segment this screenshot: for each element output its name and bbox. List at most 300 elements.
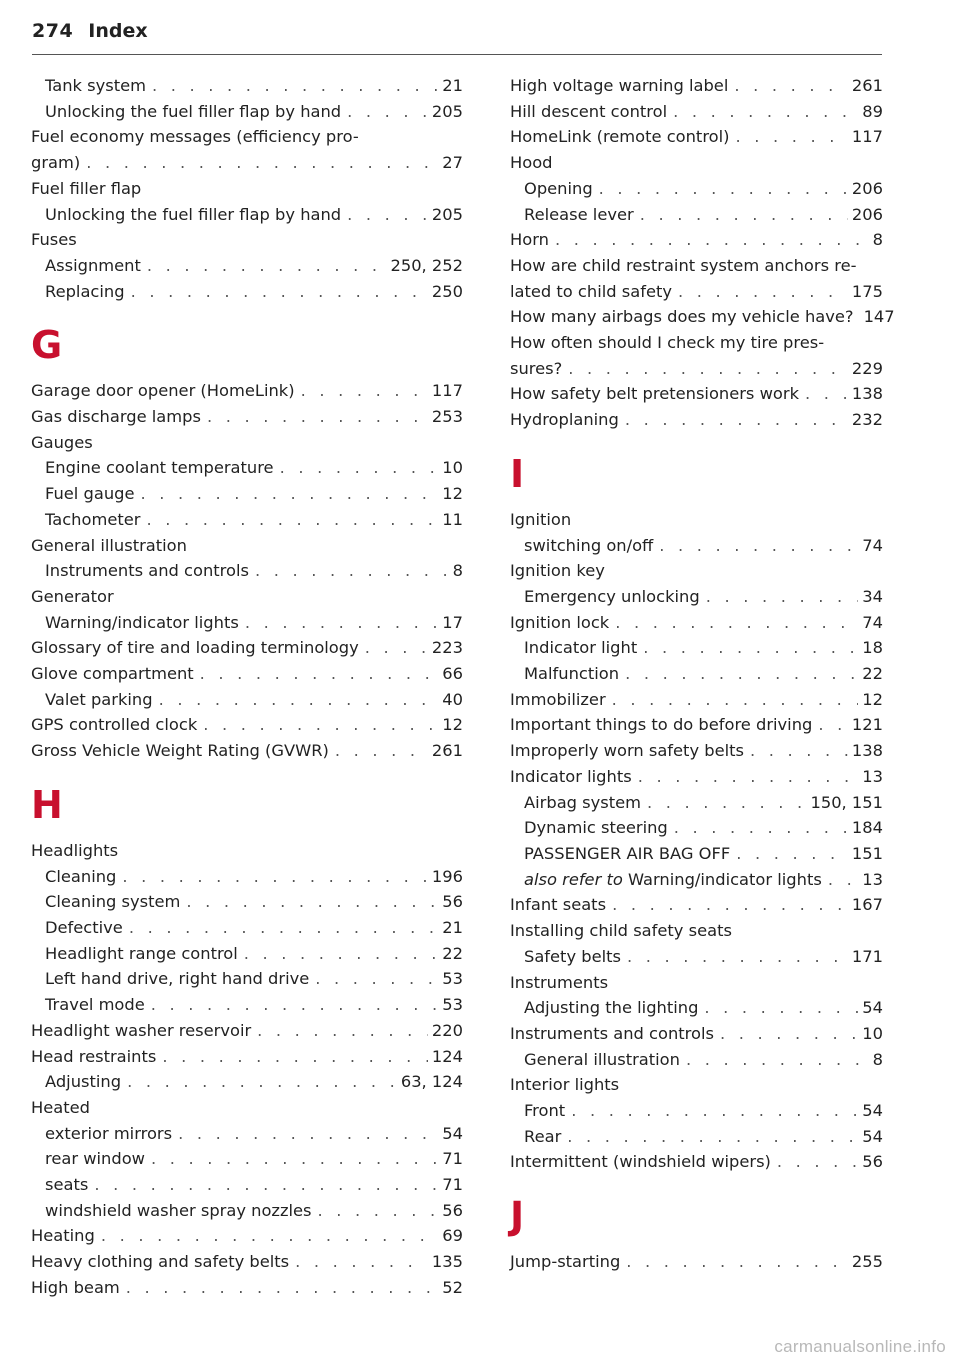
index-entry — [510, 99, 883, 125]
index-entry — [31, 533, 463, 559]
page-reference: 71 — [442, 1149, 463, 1169]
index-entry — [510, 738, 883, 764]
index-subentry — [510, 841, 883, 867]
page-reference: 147 — [863, 307, 895, 327]
index-subentry — [31, 481, 463, 507]
index-subentry — [510, 867, 883, 893]
entry-label: Emergency unlocking — [524, 586, 700, 606]
dot-leader — [673, 99, 858, 125]
index-entry — [510, 227, 883, 253]
entry-label: Indicator light — [524, 638, 638, 658]
dot-leader — [295, 1249, 428, 1275]
dot-leader — [131, 279, 428, 305]
entry-label: Rear — [524, 1126, 562, 1146]
page-reference: 40 — [442, 689, 463, 709]
dot-leader — [647, 790, 806, 816]
section-letter: I — [510, 451, 525, 496]
section-letter: G — [31, 323, 63, 368]
page-reference: 56 — [862, 1152, 883, 1172]
index-entry — [31, 404, 463, 430]
index-entry — [31, 150, 463, 176]
page-reference: 135 — [431, 1252, 463, 1272]
page-reference: 12 — [442, 715, 463, 735]
page-reference: 261 — [851, 76, 883, 95]
dot-leader — [146, 507, 438, 533]
entry-label: exterior mirrors — [45, 1123, 173, 1143]
index-subentry — [510, 1098, 883, 1124]
page-reference: 171 — [851, 946, 883, 966]
entry-label: Unlocking the fuel filler flap by hand — [45, 204, 342, 224]
page-reference: 56 — [442, 1200, 463, 1220]
entry-label: Headlight range control — [45, 943, 238, 963]
entry-label: Gross Vehicle Weight Rating (GVWR) — [31, 741, 329, 761]
index-entry — [31, 738, 463, 764]
page-reference: 17 — [442, 612, 463, 632]
page-reference: 151 — [851, 843, 883, 863]
page-reference: 53 — [442, 969, 463, 989]
dot-leader — [777, 1149, 858, 1175]
dot-leader — [94, 1172, 438, 1198]
entry-label: Instruments — [510, 972, 609, 992]
dot-leader — [255, 558, 449, 584]
page-reference: 13 — [862, 766, 883, 786]
page-reference: 206 — [851, 178, 883, 198]
index-entry — [31, 176, 463, 202]
index-entry — [31, 227, 463, 253]
index-entry — [510, 507, 883, 533]
index-subentry — [31, 1146, 463, 1172]
page-reference: 69 — [442, 1226, 463, 1246]
index-subentry — [510, 661, 883, 687]
index-entry — [510, 1149, 883, 1175]
entry-label: Adjusting the lighting — [524, 998, 699, 1018]
page-reference: 12 — [862, 689, 883, 709]
index-entry — [510, 253, 883, 279]
page-reference: 205 — [431, 101, 463, 121]
page-reference: 261 — [431, 741, 463, 761]
page-reference: 117 — [431, 381, 463, 401]
page-reference: 22 — [862, 664, 883, 684]
page-reference: 22 — [442, 943, 463, 963]
entry-label: How safety belt pretensioners work — [510, 384, 799, 404]
page-reference: 121 — [851, 715, 883, 735]
section-letter: J — [510, 1194, 525, 1239]
index-entry — [31, 124, 463, 150]
page-header — [32, 20, 882, 55]
page-reference: 255 — [851, 1252, 883, 1272]
dot-leader — [736, 841, 848, 867]
dot-leader — [151, 992, 439, 1018]
page-reference: 63, 124 — [400, 1072, 463, 1092]
index-subentry — [31, 253, 463, 279]
index-subentry — [510, 584, 883, 610]
entry-label: Intermittent (windshield wipers) — [510, 1152, 771, 1172]
dot-leader — [257, 1018, 428, 1044]
index-entry — [510, 150, 883, 176]
index-subentry — [510, 1124, 883, 1150]
index-entry — [510, 712, 883, 738]
entry-label: Glove compartment — [31, 664, 194, 684]
page-reference: 167 — [851, 895, 883, 915]
entry-label: Generator — [31, 586, 114, 606]
index-entry — [510, 687, 883, 713]
index-entry — [31, 838, 463, 864]
page-reference: 229 — [851, 358, 883, 378]
entry-label: General illustration — [31, 535, 187, 555]
dot-leader — [638, 764, 859, 790]
entry-label: Unlocking the fuel filler flap by hand — [45, 101, 342, 121]
page-reference: 89 — [862, 101, 883, 121]
index-entry — [31, 1223, 463, 1249]
index-entry — [510, 124, 883, 150]
page-reference: 205 — [431, 204, 463, 224]
dot-leader — [678, 279, 848, 305]
dot-leader — [152, 73, 438, 99]
entry-label: Assignment — [45, 255, 141, 275]
dot-leader — [567, 1124, 858, 1150]
page-reference: 124 — [431, 1046, 463, 1066]
dot-leader — [86, 150, 438, 176]
dot-leader — [599, 176, 848, 202]
entry-label: Cleaning — [45, 866, 117, 886]
index-subentry — [31, 455, 463, 481]
entry-label: Heated — [31, 1097, 90, 1117]
page-reference: 150, 151 — [810, 792, 883, 812]
page-reference: 175 — [851, 281, 883, 301]
dot-leader — [615, 610, 858, 636]
index-subentry — [510, 815, 883, 841]
index-subentry — [31, 558, 463, 584]
cross-reference: also refer to — [524, 869, 623, 889]
index-subentry — [31, 1198, 463, 1224]
page-reference: 12 — [442, 484, 463, 504]
entry-label: lated to child safety — [510, 281, 672, 301]
dot-leader — [568, 356, 848, 382]
dot-leader — [750, 738, 848, 764]
page-reference: 184 — [851, 818, 883, 838]
index-subentry — [31, 73, 463, 99]
entry-label: Engine coolant temperature — [45, 458, 274, 478]
dot-leader — [207, 404, 428, 430]
dot-leader — [734, 73, 848, 99]
entry-label: sures? — [510, 358, 563, 378]
index-entry — [31, 712, 463, 738]
index-entry — [510, 407, 883, 433]
page-reference: 250, 252 — [390, 255, 463, 275]
entry-label: Jump-starting — [510, 1252, 621, 1272]
dot-leader — [141, 481, 439, 507]
dot-leader — [280, 455, 439, 481]
entry-label: rear window — [45, 1149, 145, 1169]
index-subentry — [31, 610, 463, 636]
index-entry — [31, 661, 463, 687]
index-subentry — [31, 966, 463, 992]
index-entry — [31, 378, 463, 404]
dot-leader — [347, 99, 428, 125]
page-reference: 138 — [851, 384, 883, 404]
index-subentry — [510, 1047, 883, 1073]
entry-label: Tachometer — [45, 509, 141, 529]
entry-label: Airbag system — [524, 792, 642, 812]
dot-leader — [147, 253, 387, 279]
entry-label: Ignition key — [510, 561, 605, 581]
entry-label: Opening — [524, 178, 593, 198]
dot-leader — [245, 610, 438, 636]
dot-leader — [122, 864, 428, 890]
index-subentry — [31, 864, 463, 890]
dot-leader — [704, 995, 858, 1021]
index-entry — [510, 1249, 883, 1275]
index-subentry — [31, 687, 463, 713]
dot-leader — [818, 712, 848, 738]
dot-leader — [625, 661, 858, 687]
entry-label: Gauges — [31, 432, 93, 452]
page-reference: 10 — [442, 458, 463, 478]
entry-label: Left hand drive, right hand drive — [45, 969, 310, 989]
index-entry — [510, 73, 883, 99]
entry-label: Malfunction — [524, 664, 620, 684]
entry-label: Infant seats — [510, 895, 607, 915]
entry-label: Heating — [31, 1226, 95, 1246]
entry-label: Glossary of tire and loading terminology — [31, 638, 359, 658]
page-reference: 54 — [862, 1101, 883, 1121]
dot-leader — [335, 738, 428, 764]
index-column-left — [31, 73, 463, 1301]
index-entry — [31, 1044, 463, 1070]
page-reference: 196 — [431, 866, 463, 886]
dot-leader — [805, 381, 848, 407]
entry-label: Fuel economy messages (efficiency pro- — [31, 127, 359, 147]
section-letter: H — [31, 782, 63, 827]
page-reference: 54 — [862, 1126, 883, 1146]
entry-label: Horn — [510, 230, 549, 250]
entry-label: Travel mode — [45, 995, 145, 1015]
index-subentry — [31, 99, 463, 125]
entry-label: GPS controlled clock — [31, 715, 198, 735]
entry-label: Hill descent control — [510, 101, 668, 121]
entry-label: Tank system — [45, 76, 147, 95]
index-entry — [510, 892, 883, 918]
page-reference: 18 — [862, 638, 883, 658]
index-entry — [510, 918, 883, 944]
index-entry — [510, 764, 883, 790]
dot-leader — [659, 533, 858, 559]
entry-label: seats — [45, 1175, 89, 1195]
page-reference: 13 — [862, 869, 883, 889]
dot-leader — [127, 1069, 397, 1095]
entry-label: Head restraints — [31, 1046, 157, 1066]
index-subentry — [510, 944, 883, 970]
dot-leader — [244, 941, 438, 967]
page-reference: 74 — [862, 535, 883, 555]
entry-label: Hydroplaning — [510, 410, 619, 430]
index-subentry — [510, 176, 883, 202]
index-entry — [31, 584, 463, 610]
page-reference: 71 — [442, 1175, 463, 1195]
entry-label: Fuel filler flap — [31, 178, 142, 198]
dot-leader — [555, 227, 869, 253]
dot-leader — [828, 867, 858, 893]
entry-label: Front — [524, 1101, 566, 1121]
index-subentry — [31, 915, 463, 941]
page-reference: 56 — [442, 892, 463, 912]
entry-label: How many airbags does my vehicle have? — [510, 307, 854, 327]
dot-leader — [129, 915, 438, 941]
entry-label: HomeLink (remote control) — [510, 127, 730, 147]
dot-leader — [162, 1044, 428, 1070]
index-subentry — [31, 202, 463, 228]
page-title: Index — [88, 20, 148, 42]
entry-label: Ignition — [510, 509, 572, 529]
page-reference: 27 — [442, 153, 463, 173]
entry-label: PASSENGER AIR BAG OFF — [524, 843, 731, 863]
dot-leader — [643, 635, 858, 661]
entry-label — [524, 867, 822, 893]
index-subentry — [510, 533, 883, 559]
dot-leader — [625, 407, 848, 433]
index-subentry — [510, 790, 883, 816]
entry-label: Fuses — [31, 230, 77, 250]
index-entry — [510, 1021, 883, 1047]
entry-label: Interior lights — [510, 1075, 620, 1095]
page-reference: 223 — [431, 638, 463, 658]
entry-label: Installing child safety seats — [510, 921, 732, 941]
entry-label-text: Warning/indicator lights — [627, 869, 822, 889]
dot-leader — [706, 584, 859, 610]
page-reference: 54 — [442, 1123, 463, 1143]
dot-leader — [200, 661, 439, 687]
index-entry — [31, 1095, 463, 1121]
index-subentry — [31, 941, 463, 967]
entry-label: Improperly worn safety belts — [510, 741, 744, 761]
entry-label: Fuel gauge — [45, 484, 135, 504]
dot-leader — [178, 1121, 438, 1147]
watermark: carmanualsonline.info — [774, 1337, 946, 1356]
page-reference: 250 — [431, 281, 463, 301]
entry-label: How often should I check my tire pres- — [510, 333, 825, 353]
dot-leader — [626, 1249, 848, 1275]
index-entry — [510, 330, 883, 356]
entry-label: Ignition lock — [510, 612, 610, 632]
entry-label: switching on/off — [524, 535, 654, 555]
index-entry — [510, 610, 883, 636]
page-reference: 253 — [431, 407, 463, 427]
page-reference: 8 — [872, 1049, 883, 1069]
page-number: 274 — [32, 20, 74, 42]
index-subentry — [31, 992, 463, 1018]
index-entry — [510, 970, 883, 996]
page-reference: 34 — [862, 586, 883, 606]
dot-leader — [101, 1223, 438, 1249]
entry-label: Dynamic steering — [524, 818, 668, 838]
entry-label: Adjusting — [45, 1072, 122, 1092]
page-reference: 53 — [442, 995, 463, 1015]
index-entry — [510, 279, 883, 305]
entry-label: Safety belts — [524, 946, 621, 966]
dot-leader — [365, 635, 428, 661]
entry-label: Headlight washer reservoir — [31, 1020, 252, 1040]
index-column-right — [510, 73, 895, 1275]
entry-label: Headlights — [31, 840, 119, 860]
entry-label: Important things to do before driving — [510, 715, 813, 735]
index-entry — [510, 304, 895, 330]
index-subentry — [31, 889, 463, 915]
page-reference: 206 — [851, 204, 883, 224]
dot-leader — [301, 378, 428, 404]
dot-leader — [203, 712, 438, 738]
page-reference: 10 — [862, 1023, 883, 1043]
dot-leader — [186, 889, 438, 915]
entry-label: Hood — [510, 153, 553, 173]
dot-leader — [159, 687, 439, 713]
dot-leader — [686, 1047, 869, 1073]
index-entry — [510, 381, 883, 407]
entry-label: Indicator lights — [510, 766, 632, 786]
dot-leader — [736, 124, 848, 150]
entry-label: Warning/indicator lights — [45, 612, 239, 632]
page-reference: 74 — [862, 612, 883, 632]
entry-label: Garage door opener (HomeLink) — [31, 381, 295, 401]
index-subentry — [510, 635, 883, 661]
dot-leader — [571, 1098, 858, 1124]
index-subentry — [31, 507, 463, 533]
index-entry — [31, 1249, 463, 1275]
dot-leader — [126, 1275, 438, 1301]
page-reference: 11 — [442, 509, 463, 529]
index-entry — [31, 1275, 463, 1301]
index-entry — [31, 635, 463, 661]
dot-leader — [315, 966, 438, 992]
entry-label: How are child restraint system anchors re- — [510, 255, 857, 275]
entry-label: General illustration — [524, 1049, 680, 1069]
entry-label: Replacing — [45, 281, 125, 301]
dot-leader — [720, 1021, 858, 1047]
dot-leader — [612, 687, 859, 713]
page-reference: 21 — [442, 917, 463, 937]
page-reference: 21 — [442, 76, 463, 95]
entry-label: Release lever — [524, 204, 634, 224]
page-reference: 52 — [442, 1277, 463, 1297]
entry-label: Gas discharge lamps — [31, 407, 201, 427]
index-subentry — [31, 1121, 463, 1147]
entry-label: High beam — [31, 1277, 120, 1297]
index-entry — [510, 1072, 883, 1098]
entry-label: Immobilizer — [510, 689, 606, 709]
index-subentry — [510, 202, 883, 228]
page-reference: 8 — [452, 561, 463, 581]
index-subentry — [31, 1069, 463, 1095]
dot-leader — [640, 202, 848, 228]
dot-leader — [612, 892, 848, 918]
index-entry — [510, 356, 883, 382]
dot-leader — [627, 944, 848, 970]
entry-label: windshield washer spray nozzles — [45, 1200, 312, 1220]
dot-leader — [674, 815, 848, 841]
entry-label: Instruments and controls — [45, 561, 249, 581]
dot-leader — [151, 1146, 438, 1172]
page-reference: 138 — [851, 741, 883, 761]
index-subentry — [510, 995, 883, 1021]
page-reference: 220 — [431, 1020, 463, 1040]
index-subentry — [31, 279, 463, 305]
index-entry — [31, 1018, 463, 1044]
page-reference: 117 — [851, 127, 883, 147]
entry-label: Instruments and controls — [510, 1023, 714, 1043]
index-entry — [510, 558, 883, 584]
entry-label: Defective — [45, 917, 123, 937]
page-reference: 66 — [442, 664, 463, 684]
page-reference: 8 — [872, 230, 883, 250]
